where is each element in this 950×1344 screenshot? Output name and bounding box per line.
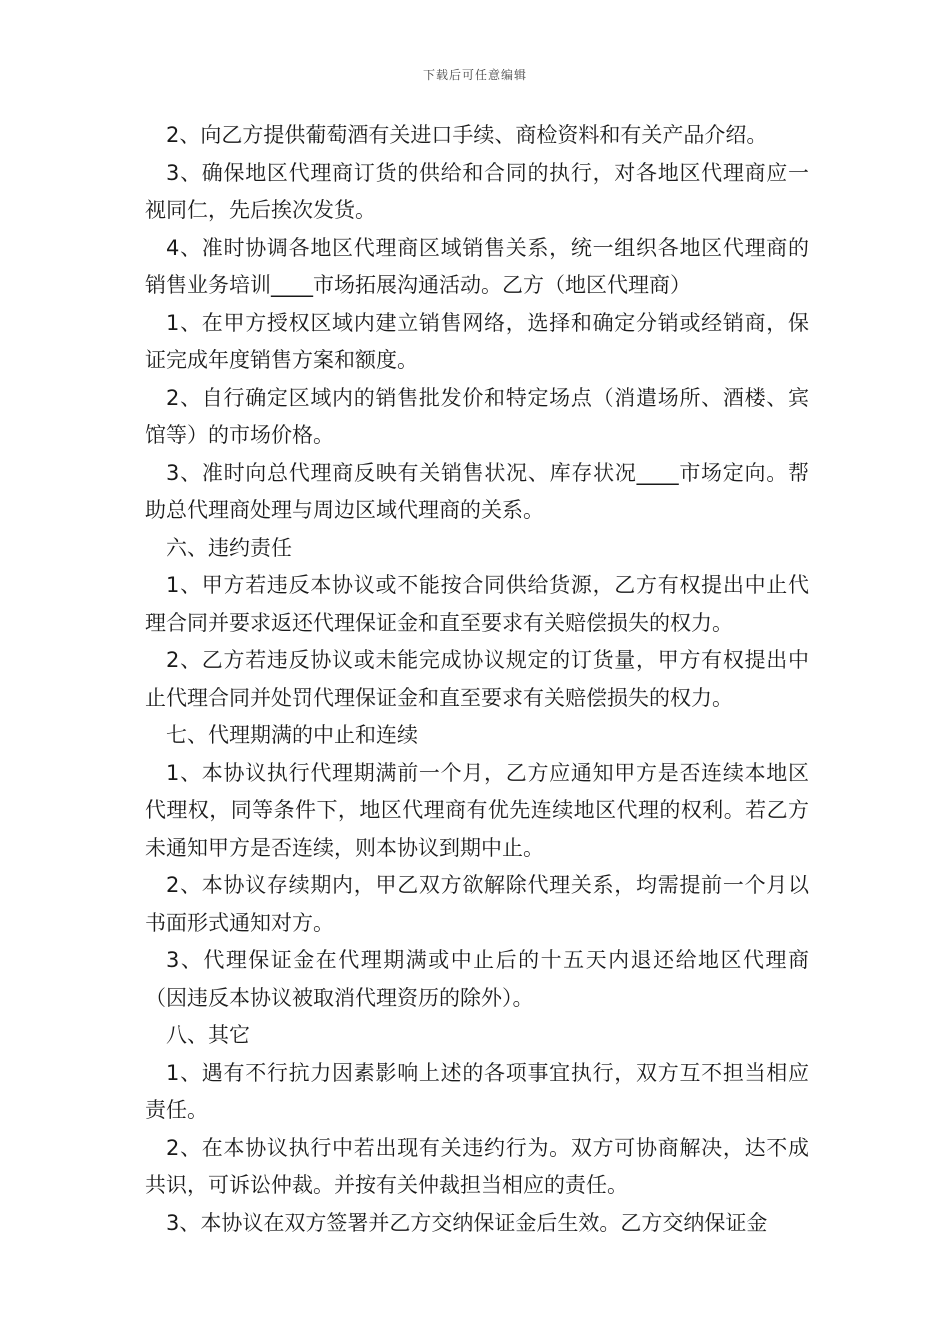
- paragraph-other-2: 2、在本协议执行中若出现有关违约行为。双方可协商解决，达不成共识，可诉讼仲裁。并按有关仲裁担当相应的责任。: [145, 1135, 809, 1197]
- paragraph-party-b-1: 1、在甲方授权区域内建立销售网络，选择和确定分销或经销商，保证完成年度销售方案和额度。: [145, 310, 809, 372]
- paragraph-term-2: 2、本协议存续期内，甲乙双方欲解除代理关系，均需提前一个月以书面形式通知对方。: [145, 873, 809, 935]
- paragraph-breach-2: 2、乙方若违反协议或未能完成协议规定的订货量，甲方有权提出中止代理合同并处罚代理保证金和直至要求有关赔偿损失的权力。: [145, 648, 809, 710]
- section-heading-term: 七、代理期满的中止和连续: [166, 723, 418, 747]
- paragraph-breach-1: 1、甲方若违反本协议或不能按合同供给货源，乙方有权提出中止代理合同并要求返还代理保证金和直至要求有关赔偿损失的权力。: [145, 573, 809, 635]
- paragraph-term-1: 1、本协议执行代理期满前一个月，乙方应通知甲方是否连续本地区代理权，同等条件下，地区代理商有优先连续地区代理的权利。若乙方未通知甲方是否连续，则本协议到期中止。: [145, 760, 809, 860]
- paragraph-party-b-2: 2、自行确定区域内的销售批发价和特定场点（消遣场所、酒楼、宾馆等）的市场价格。: [145, 385, 809, 447]
- page-header: 下载后可任意编辑: [422, 68, 527, 82]
- document-body: [145, 117, 809, 1242]
- paragraph-term-3: 3、代理保证金在代理期满或中止后的十五天内退还给地区代理商（因违反本协议被取消代理资历的除外）。: [145, 948, 809, 1010]
- section-heading-breach: 六、违约责任: [166, 535, 292, 560]
- section-heading-other: 八、其它: [166, 1023, 250, 1047]
- paragraph-duty-3: 3、确保地区代理商订货的供给和合同的执行，对各地区代理商应一视同仁，先后挨次发货。: [145, 160, 809, 222]
- paragraph-duty-2: 2、向乙方提供葡萄酒有关进口手续、商检资料和有关产品介绍。: [166, 123, 768, 147]
- paragraph-party-b-3: 3、准时向总代理商反映有关销售状况、库存状况____市场定向。帮助总代理商处理与周边区域代理商的关系。: [145, 460, 809, 522]
- paragraph-other-1: 1、遇有不行抗力因素影响上述的各项事宜执行，双方互不担当相应责任。: [145, 1060, 809, 1122]
- paragraph-duty-4: 4、准时协调各地区代理商区域销售关系，统一组织各地区代理商的销售业务培训____市场拓展沟通活动。乙方（地区代理商）: [145, 235, 809, 297]
- paragraph-other-3: 3、本协议在双方签署并乙方交纳保证金后生效。乙方交纳保证金: [166, 1210, 768, 1235]
